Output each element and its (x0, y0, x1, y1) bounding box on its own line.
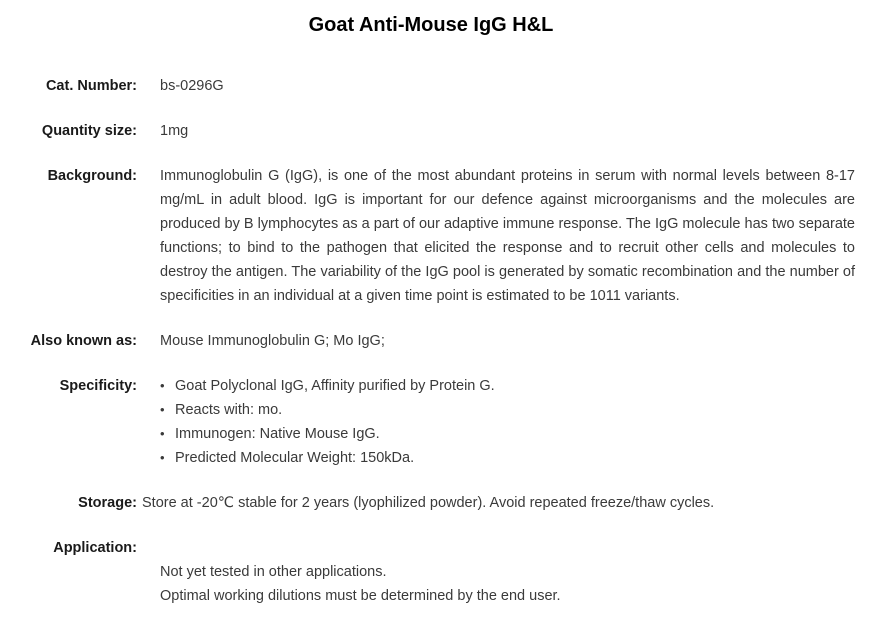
specificity-item-text: Predicted Molecular Weight: 150kDa. (175, 450, 415, 466)
field-row-quantity-size (0, 119, 885, 143)
storage-value: Store at -20℃ stable for 2 years (lyophilized powder). Avoid repeated freeze/thaw cycles. (142, 495, 715, 511)
cat-number-label: Cat. Number: (45, 78, 137, 94)
field-row-also-known-as (0, 329, 885, 353)
specificity-item-text: Reacts with: mo. (175, 402, 283, 418)
quantity-size-value: 1mg (160, 123, 189, 139)
bullet-icon: • (160, 378, 165, 393)
also-known-as-value: Mouse Immunoglobulin G; Mo IgG; (160, 333, 385, 349)
specificity-item-text: Goat Polyclonal IgG, Affinity purified by Protein G. (175, 378, 495, 394)
bullet-icon: • (160, 426, 165, 441)
application-line: Not yet tested in other applications. (160, 564, 387, 580)
application-line: Optimal working dilutions must be determined by the end user. (160, 588, 561, 604)
bullet-icon: • (160, 450, 165, 465)
field-row-cat-number (0, 74, 885, 98)
background-label: Background: (47, 168, 137, 184)
field-row-application (0, 536, 885, 608)
specificity-item-text: Immunogen: Native Mouse IgG. (175, 426, 380, 442)
list-item (160, 446, 855, 470)
field-row-storage (0, 491, 885, 515)
cat-number-value: bs-0296G (160, 78, 224, 94)
list-item (160, 374, 855, 398)
application-content (137, 560, 885, 608)
also-known-as-label: Also known as: (30, 333, 137, 349)
quantity-size-label: Quantity size: (41, 123, 137, 139)
background-paragraph: Immunoglobulin G (IgG), is one of the most abundant proteins in serum with normal levels between 8-17 mg/mL in adult blood. IgG is important for our defence against microorganisms and the molecules are produced by B lymphocytes as a part of our adaptive immune response. The IgG molecule has two separate functions; to bind to the pathogen that elicited the response and to recruit other cells and molecules to destroy the antigen. The variability of the IgG pool is generated by somatic recombination and the number of specificities in an individual at a given time point is estimated to be 1011 variants. (160, 168, 855, 304)
storage-label: Storage: (78, 495, 137, 511)
list-item (160, 398, 855, 422)
specificity-label: Specificity: (59, 378, 137, 394)
specificity-list (137, 374, 885, 470)
bullet-icon: • (160, 402, 165, 417)
field-row-background (0, 164, 885, 308)
list-item (160, 422, 855, 446)
application-label: Application: (53, 540, 137, 556)
field-row-specificity (0, 374, 885, 470)
page-title: Goat Anti-Mouse IgG H&L (308, 14, 554, 36)
